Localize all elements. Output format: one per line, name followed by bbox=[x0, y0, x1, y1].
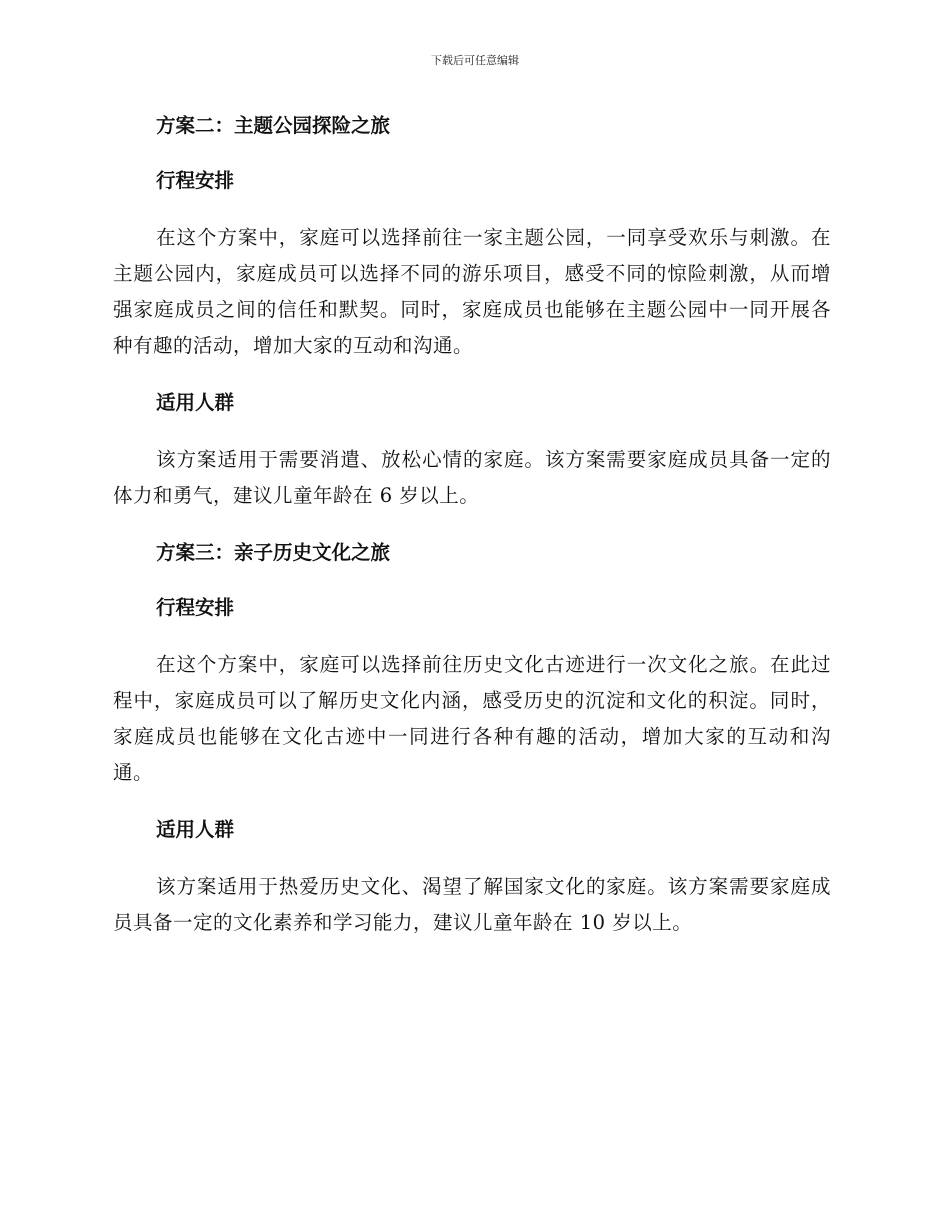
itinerary-paragraph: 在这个方案中，家庭可以选择前往一家主题公园，一同享受欢乐与刺激。在主题公园内，家庭成员可以选择不同的游乐项目，感受不同的惊险刺激，从而增强家庭成员之间的信任和默契。同时，家庭成员也能够在主题公园中一同开展各种有趣的活动，增加大家的互动和沟通。 bbox=[113, 226, 831, 357]
audience-heading: 适用人群 bbox=[156, 818, 235, 841]
audience-paragraph: 该方案适用于热爱历史文化、渴望了解国家文化的家庭。该方案需要家庭成员具备一定的文化素养和学习能力，建议儿童年龄在 10 岁以上。 bbox=[113, 875, 831, 934]
audience-heading: 适用人群 bbox=[156, 391, 235, 414]
itinerary-heading: 行程安排 bbox=[156, 169, 235, 192]
itinerary-paragraph: 在这个方案中，家庭可以选择前往历史文化古迹进行一次文化之旅。在此过程中，家庭成员可以了解历史文化内涵，感受历史的沉淀和文化的积淀。同时，家庭成员也能够在文化古迹中一同进行各种有趣的活动，增加大家的互动和沟通。 bbox=[113, 653, 831, 784]
section-title: 方案三：亲子历史文化之旅 bbox=[156, 541, 391, 564]
document-body bbox=[113, 110, 831, 941]
page-header: 下载后可任意编辑 bbox=[431, 54, 519, 67]
itinerary-heading: 行程安排 bbox=[156, 596, 235, 619]
audience-paragraph: 该方案适用于需要消遣、放松心情的家庭。该方案需要家庭成员具备一定的体力和勇气，建议儿童年龄在 6 岁以上。 bbox=[113, 448, 831, 507]
section-title: 方案二：主题公园探险之旅 bbox=[156, 114, 391, 137]
